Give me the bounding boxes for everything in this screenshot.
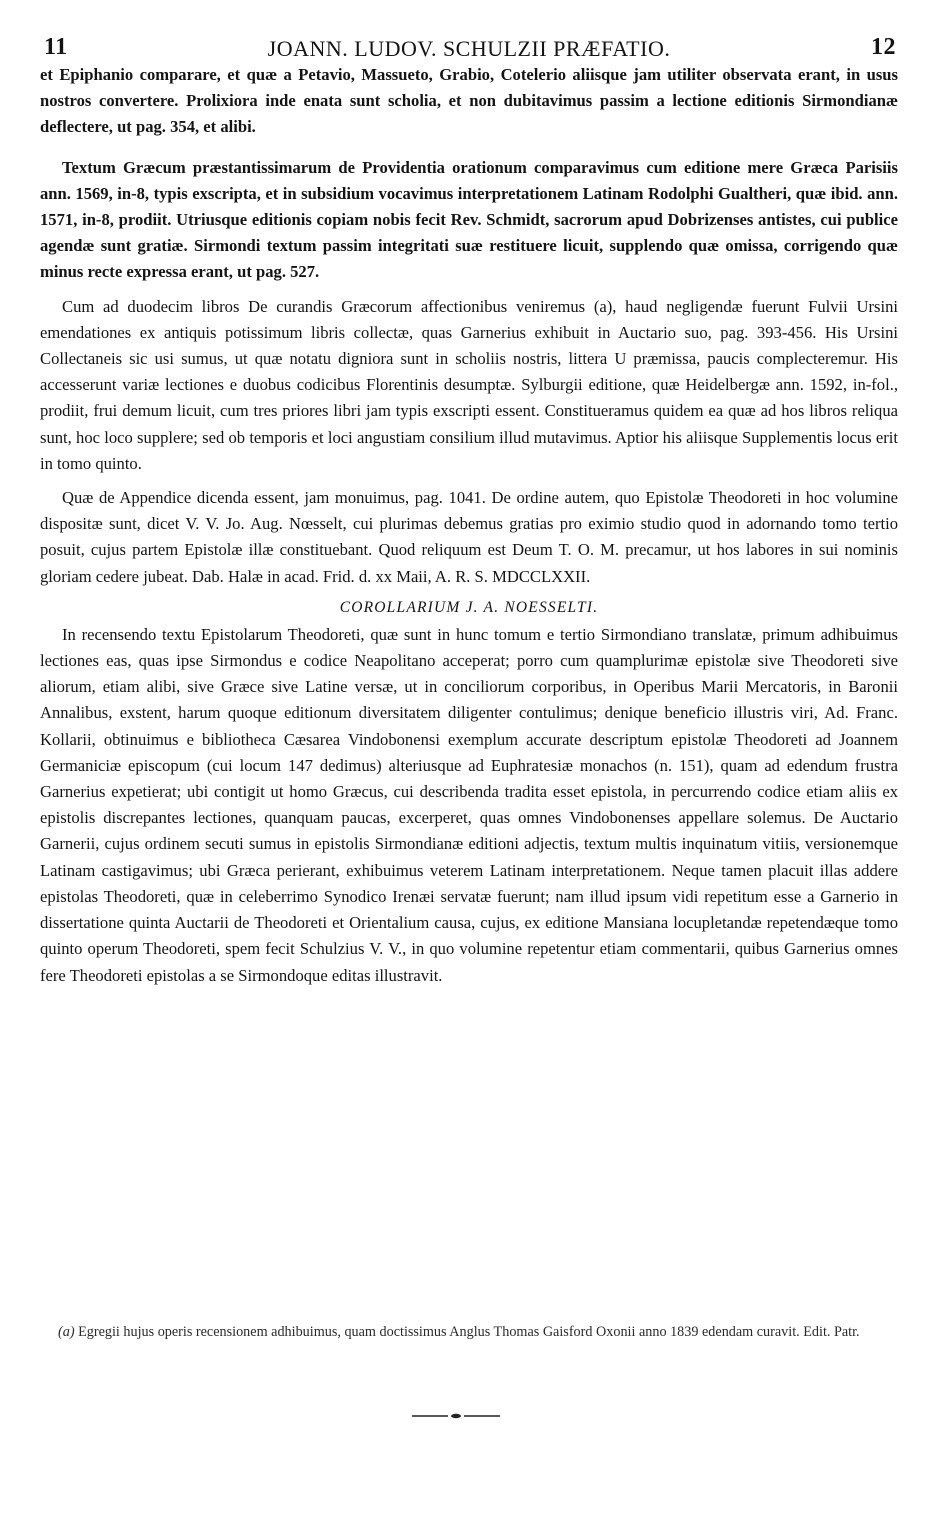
page — [40, 28, 898, 989]
corollary-text: In recensendo textu Epistolarum Theodoreti, quæ sunt in hunc tomum e tertio Sirmondiano translatæ, primum adhibuimus lectiones eas, quas ipse Sirmondus e codice Neapolitano acceperat; porro cum quamplurimæ epistolæ sive Theodoreti sive aliorum, etiam alibi, sive Græce sive Latine versæ, ut in conciliorum corporibus, in Operibus Marii Mercatoris, in Baronii Annalibus, exstent, harum quoque editionum diversitatem diligenter contulimus; denique beneficio illustris viri, Ad. Franc. Kollarii, obtinuimus e bibliotheca Cæsarea Vindobonensi exemplum accurate descriptum epistolæ Theodoreti ad Joannem Germaniciæ episcopum (cui locum 147 dedimus) alteriusque ad Euphratesiæ monachos (n. 151), quam ad edendum frustra Garnerius expetierat; ubi contigit ut homo Græcus, cui describenda tradita esset epistola, in percurrendo codice etiam aliis ex epistolis discrepantes lectiones, quanquam paucas, excerperet, quas omnes Vindobonenses appellare solemus. De Auctario Garnerii, cujus ordinem secuti sumus in epistolis Sirmondianæ editioni adjectis, textum multis inquinatum vitiis, versionemque Latinam castigavimus; ubi Græca perierant, exhibuimus veterem Latinam interpretationem. Neque tamen placuit illas addere epistolas Theodoreti, quæ in celeberrimo Synodico Irenæi servatæ fuerunt; nam illud ipsum vidi repetitum esse a Garnerio in dissertatione quinta Auctarii de Theodoreti et Orientalium causa, cujus, ex editione Mansiana locupletandæ repetendæque tomo quinto operum Theodoreti, spem fecit Schulzius V. V., in quo volumine repetentur etiam commentarii, quibus Garnerius omnes fere Theodoreti epistolas a se Sirmondoque editas illustravit. — [40, 624, 898, 985]
end-ornament — [410, 1411, 502, 1421]
footnote-mark: (a) — [58, 1324, 75, 1340]
corollary-heading: COROLLARIUM J. A. NOESSELTI. — [339, 598, 599, 616]
footnote — [58, 1322, 898, 1343]
paragraph-graecorum-affectionibus: Cum ad duodecim libros De curandis Græcorum affectionibus veniremus (a), haud negligendæ fuerunt Fulvii Ursini emendationes ex antiquis potissimum libris collectæ, quas Garnerius exhibuit in Auctario suo, pag. 393-456. His Ursini Collectaneis sic usi sumus, ut quæ notatu digniora sunt in scholiis nostris, littera U præmissa, paucis complecteremur. His accesserunt variæ lectiones e duobus codicibus Florentinis desumptæ. Sylburgii editione, quæ Heidelbergæ ann. 1592, in-fol., prodiit, frui demum licuit, cum tres priores libri jam typis exscripti essent. Constitueramus quidem ea quæ ad hos libros reliqua sunt, hoc loco supplere; sed ob temporis et loci angustiam consilium illud mutavimus. Aptior his aliisque Supplementis locus erit in tomo quinto. — [40, 296, 898, 473]
page-header — [40, 28, 898, 62]
paragraph-providentia: Textum Græcum præstantissimarum de Providentia orationum comparavimus cum editione mere Græca Parisiis ann. 1569, in-8, typis exscripta, et in subsidium vocavimus interpretationem Latinam Rodolphi Gualtheri, quæ ibid. ann. 1571, in-8, prodiit. Utriusque editionis copiam nobis fecit Rev. Schmidt, sacrorum apud Dobrizenses antistes, cui publice agendæ sunt gratiæ. Sirmondi textum passim integritati suæ restituere licuit, supplendo quæ omissa, corrigendo quæ minus recte expressa erant, ut pag. 527. — [40, 157, 898, 282]
paragraph-appendix: Quæ de Appendice dicenda essent, jam monuimus, pag. 1041. De ordine autem, quo Epistolæ Theodoreti in hoc volumine dispositæ sunt, dicet V. V. Jo. Aug. Nœsselt, cui plurimas debemus gratias pro eximio studio quod in adornando tomo tertio posuit, cujus partem Epistolæ illæ constituebant. Quod reliquum est Deum T. O. M. precamur, ut hos labores in sui nominis gloriam cedere jubeat. Dab. Halæ in acad. Frid. d. xx Maii, A. R. S. MDCCLXXII. — [40, 488, 898, 586]
main-text — [40, 62, 898, 989]
left-column-number: 11 — [44, 34, 68, 60]
paragraph-continuation: et Epiphanio comparare, et quæ a Petavio, Massueto, Grabio, Cotelerio aliisque jam utiliter observata erant, in usus nostros convertere. Prolixiora inde enata sunt scholia, et non dubitavimus passim a lectione editionis Sirmondianæ deflectere, ut pag. 354, et alibi. — [40, 65, 898, 137]
running-title: JOANN. LUDOV. SCHULZII PRÆFATIO. — [267, 36, 671, 61]
footnote-text: Egregii hujus operis recensionem adhibuimus, quam doctissimus Anglus Thomas Gaisford Oxonii anno 1839 edendam curavit. Edit. Patr. — [78, 1324, 860, 1340]
right-column-number: 12 — [871, 34, 896, 60]
